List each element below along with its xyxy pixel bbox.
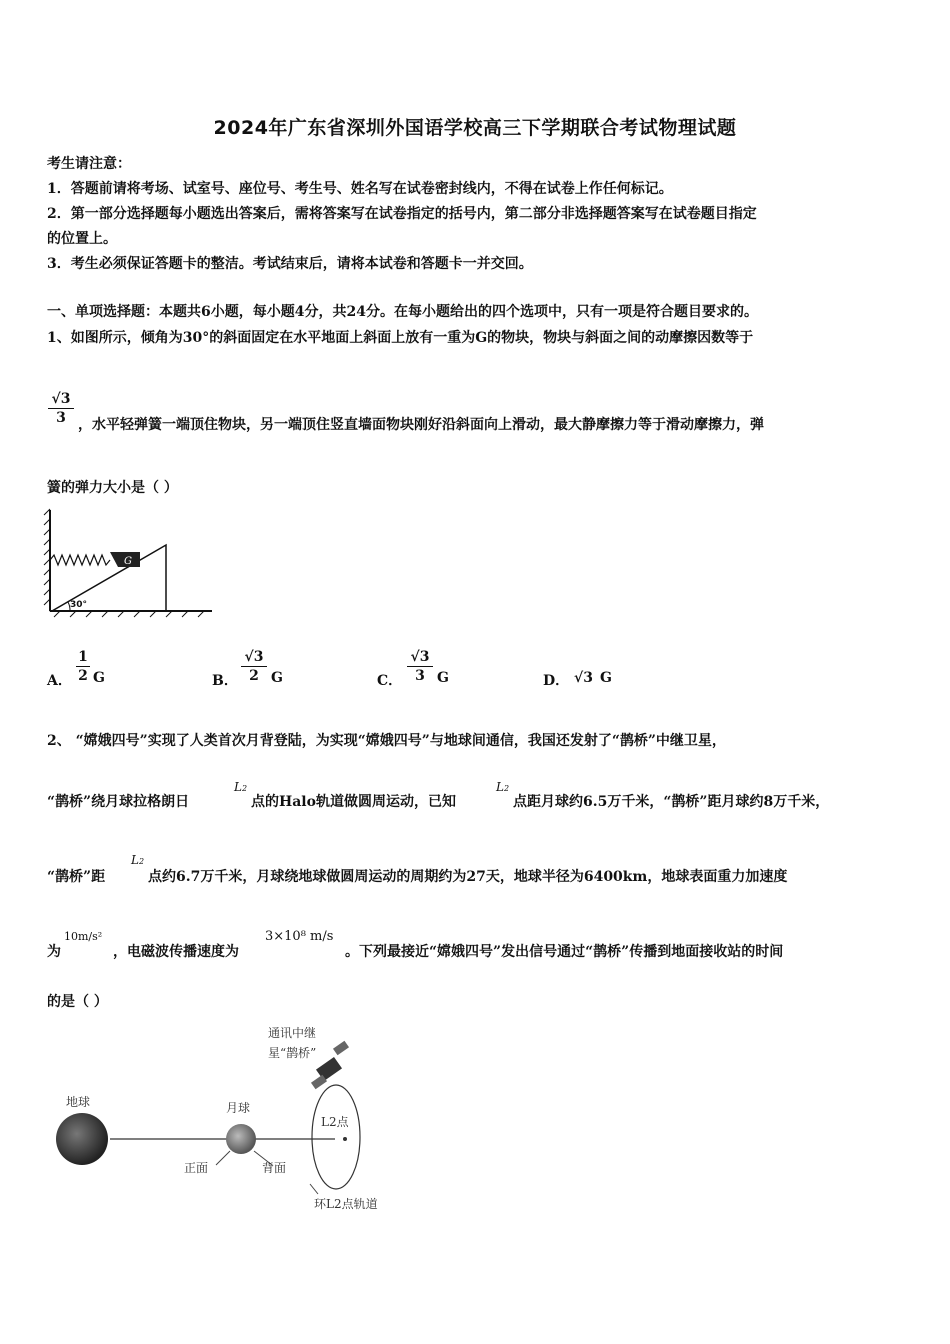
notice-item-2-cont: 的位置上。 (47, 231, 117, 247)
block-label: G (124, 556, 132, 567)
q1-line-3: 簧的弹力大小是（ ） (47, 480, 178, 496)
notice-item-1: 1．答题前请将考场、试室号、座位号、考生号、姓名写在试卷密封线内，不得在试卷上作任何标记。 (47, 181, 673, 197)
option-b-label: B． (212, 673, 238, 689)
page-title: 2024年广东省深圳外国语学校高三下学期联合考试物理试题 (213, 117, 737, 139)
moon (226, 1124, 256, 1154)
l2-letter-3: L (131, 853, 139, 867)
q1-line-2: ，水平轻弹簧一端顶住物块，另一端顶住竖直墙面物块刚好沿斜面向上滑动，最大静摩擦力等于滑动摩擦力，弹 (78, 417, 764, 433)
g-value: 10m/s² (64, 930, 103, 943)
q2-line-4b: ，电磁波传播速度为 (113, 944, 239, 960)
l2-symbol-2 (496, 780, 509, 794)
q2-line-5: 的是（ ） (47, 994, 108, 1010)
q2-line-2c: 点距月球约6.5万千米，“鹊桥”距月球约8万千米， (513, 794, 830, 810)
option-a-unit: G (93, 670, 105, 686)
q1-line-1: 1、如图所示，倾角为30°的斜面固定在水平地面上斜面上放有一重为G的物块，物块与斜面之间的动摩擦因数等于 (47, 330, 754, 346)
q2-line-3b: 点约6.7万千米，月球绕地球做圆周运动的周期约为27天，地球半径为6400km，地球表面重力加速度 (148, 869, 788, 885)
q1-incline-figure (40, 505, 220, 620)
option-a-label: A． (47, 673, 72, 689)
option-b-unit: G (271, 670, 283, 686)
q2-line-3a: “鹊桥”距 (47, 869, 106, 885)
angle-label: 30° (70, 600, 88, 610)
q2-line-2a: “鹊桥”绕月球拉格朗日 (47, 794, 190, 810)
section-heading: 一、单项选择题：本题共6小题，每小题4分，共24分。在每小题给出的四个选项中，只有一项是符合题目要求的。 (47, 304, 758, 320)
notice-item-3: 3．考生必须保证答题卡的整洁。考试结束后，请将本试卷和答题卡一并交回。 (47, 256, 533, 272)
l2-letter-1: L (234, 780, 242, 794)
q2-line-1: 2、 “嫦娥四号”实现了人类首次月背登陆，为实现“嫦娥四号”与地球间通信，我国还发射了“鹊桥”中继卫星， (47, 733, 726, 749)
near-side-arrow (216, 1151, 230, 1165)
l2-symbol-1 (234, 780, 247, 794)
q2-earth-moon-figure (40, 1020, 420, 1220)
orbit-arrow (310, 1184, 318, 1194)
q2-line-4c: 。下列最接近“嫦娥四号”发出信号通过“鹊桥”传播到地面接收站的时间 (345, 944, 784, 960)
l2-point (343, 1137, 347, 1141)
option-a-den: 2 (78, 668, 88, 684)
earth-label: 地球 (66, 1095, 91, 1109)
option-c-num: √3 (407, 648, 433, 667)
l2-label: L2点 (321, 1115, 349, 1129)
option-a-fraction (76, 648, 90, 685)
c-value: 3×10⁸ m/s (265, 929, 334, 944)
moon-label: 月球 (226, 1101, 251, 1115)
option-c-den: 3 (415, 668, 425, 684)
l2-sub-1: 2 (241, 784, 248, 793)
far-side-label: 背面 (262, 1161, 287, 1175)
option-d-unit: G (600, 670, 612, 686)
option-c-label: C． (377, 673, 403, 689)
earth (56, 1113, 108, 1165)
notice-item-2: 2．第一部分选择题每小题选出答案后，需将答案写在试卷指定的括号内，第二部分非选择题答案写在试卷题目指定 (47, 206, 757, 222)
option-d-label: D． (543, 673, 570, 689)
option-c-fraction (407, 648, 433, 685)
near-side-label: 正面 (184, 1161, 209, 1175)
l2-sub-3: 2 (138, 857, 145, 866)
relay-satellite (311, 1041, 349, 1090)
spring (50, 555, 110, 565)
notice-heading: 考生请注意： (47, 156, 131, 172)
l2-symbol-3 (131, 853, 144, 867)
q2-line-4a: 为 (47, 944, 61, 960)
option-b-fraction (241, 648, 267, 685)
option-d-expr: √3 (574, 670, 593, 686)
relay-label-1: 通讯中继 (268, 1026, 317, 1040)
q1-mu-denominator: 3 (56, 410, 66, 426)
q2-line-2b: 点的Halo轨道做圆周运动，已知 (251, 794, 456, 810)
l2-letter-2: L (496, 780, 504, 794)
l2-orbit (312, 1085, 360, 1189)
option-c-unit: G (437, 670, 449, 686)
q1-mu-numerator: √3 (48, 390, 74, 409)
orbit-label: 环L2点轨道 (314, 1197, 378, 1211)
l2-sub-2: 2 (503, 784, 510, 793)
relay-label-2: 星“鹊桥” (268, 1046, 317, 1060)
option-b-den: 2 (249, 668, 259, 684)
option-a-num: 1 (76, 648, 90, 667)
option-b-num: √3 (241, 648, 267, 667)
q1-mu-fraction (48, 390, 74, 427)
